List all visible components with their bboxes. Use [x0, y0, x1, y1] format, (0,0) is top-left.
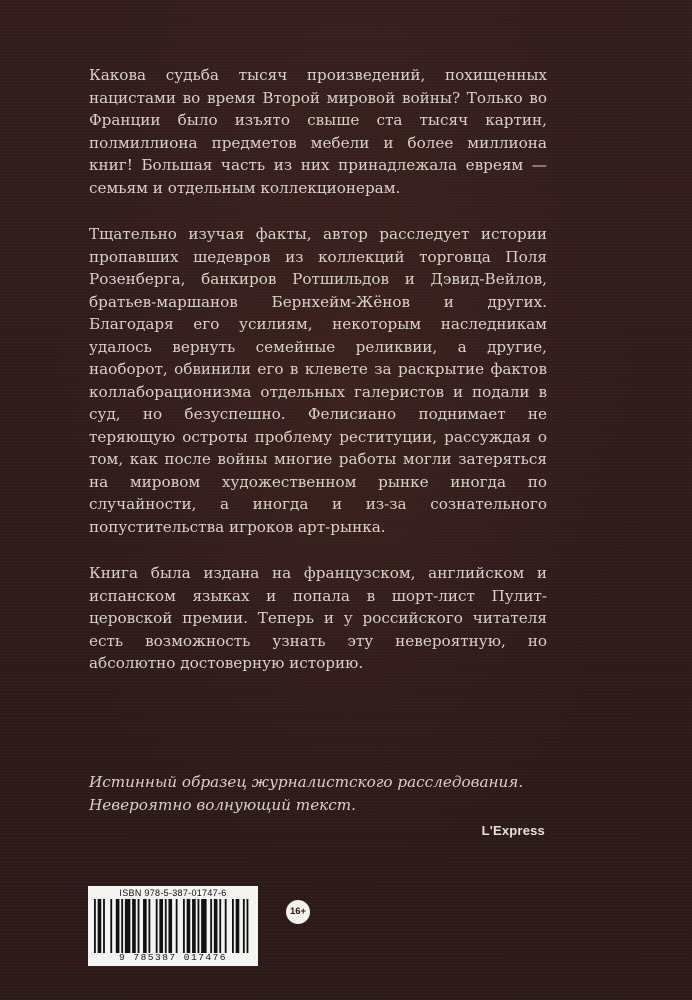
barcode-bar [198, 899, 200, 953]
barcode-bar [138, 899, 140, 953]
barcode-bars [94, 899, 252, 953]
barcode-bar [210, 899, 212, 953]
barcode-bar [236, 899, 240, 953]
barcode-bar [247, 899, 249, 953]
description-text [89, 64, 547, 699]
paragraph-intro: Какова судьба тысяч произведений, похищенных нацистами во время Второй мировой войны? Только во Франции было изъято свыше ста тысяч картин, полмиллиона предметов мебели и более миллиона книг! Большая часть из них принадлежала евреям — семьям и отдельным коллекционерам. [89, 66, 547, 197]
barcode-bar [94, 899, 96, 953]
barcode-bar [168, 899, 172, 953]
barcode-bar [98, 899, 102, 953]
barcode-bar [225, 899, 227, 953]
barcode-bar [116, 899, 120, 953]
paragraph-investigation: Тщательно изучая факты, автор расследует истории пропавших шедевров из коллекций торговца Поля Розенберга, банкиров Ротшильдов и Дэвид-Вейлов, братьев-маршанов Бернхейм-Жёнов и других. Благодаря его усилиям, некоторым наследникам удалось вернуть семейные реликвии, а другие, наоборот, обвинили его в клевете за раскрытие фактов коллаборационизма отдельных галеристов и подали в суд, но безуспешно. Фелисиано поднимает не теряющую остроты проблему реституции, рассуждая о том, как после войны многие работы могли затеряться на мировом художественном рынке иногда по случайности, а иногда и из-за сознательного попустительства игроков арт-рынка. [89, 225, 547, 536]
barcode-bar [183, 899, 185, 953]
barcode-bar [176, 899, 178, 953]
barcode-label [88, 886, 258, 966]
barcode-bar [125, 899, 130, 953]
barcode-bar [187, 899, 191, 953]
barcode-digits: 9 785387 017476 [118, 952, 227, 963]
barcode-bar [201, 899, 206, 953]
age-rating-badge: 16+ [286, 900, 310, 924]
barcode-bar [143, 899, 147, 953]
press-quote: Истинный образец журналистского расследования. Невероятно волнующий текст. [89, 773, 524, 814]
barcode-bar [110, 899, 112, 953]
barcode-bar [165, 899, 167, 953]
barcode-bar [103, 899, 105, 953]
barcode-bar [243, 899, 245, 953]
barcode-bar [232, 899, 234, 953]
barcode-bar [132, 899, 136, 953]
barcode-bar [214, 899, 218, 953]
paragraph-publication: Книга была издана на французском, английском и испанском языках и попала в шорт-лист Пулитцеровской премии. Теперь и у российского читателя есть возможность узнать эту невероятную, но абсолютно достоверную историю. [89, 564, 547, 672]
barcode-bar [159, 899, 163, 953]
barcode-bar [219, 899, 221, 953]
isbn-number: ISBN 978-5-387-01747-6 [119, 888, 227, 898]
barcode-bar [121, 899, 123, 953]
barcode-bar [156, 899, 158, 953]
barcode-bar [148, 899, 150, 953]
quote-source: L'Express [481, 823, 545, 838]
barcode-bar [192, 899, 196, 953]
